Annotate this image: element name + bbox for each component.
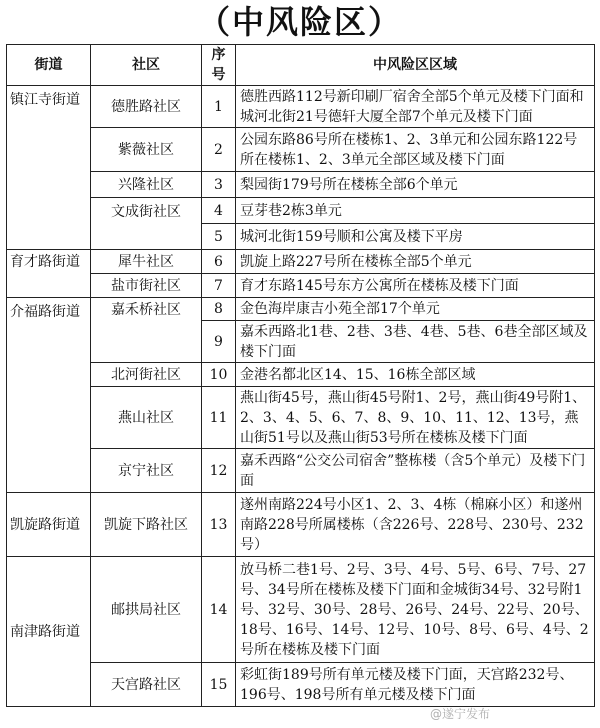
table-row	[7, 449, 595, 493]
community-cell: 北河街社区	[91, 363, 202, 387]
seq-cell: 10	[202, 363, 236, 387]
seq-cell: 11	[202, 387, 236, 449]
table-row	[7, 493, 595, 557]
table-header-row	[7, 45, 595, 86]
seq-cell: 6	[202, 250, 236, 274]
seq-cell: 8	[202, 298, 236, 321]
table-row	[7, 298, 595, 321]
seq-cell: 13	[202, 493, 236, 557]
seq-cell: 12	[202, 449, 236, 493]
street-cell: 凯旋路街道	[7, 493, 91, 557]
table-row	[7, 363, 595, 387]
seq-cell: 2	[202, 128, 236, 172]
watermark: @遂宁发布	[429, 707, 490, 721]
risk-area-table	[6, 44, 595, 707]
table-row	[7, 274, 595, 298]
area-cell: 梨园街179号所在楼栋全部6个单元	[236, 172, 595, 198]
area-cell: 金色海岸康吉小苑全部17个单元	[236, 298, 595, 321]
area-cell: 放马桥二巷1号、2号、3号、4号、5号、6号、7号、27号、34号所在楼栋及楼下门面和金城街34号、32号附1号、32号、30号、28号、26号、24号、22号、20号、18号、16号、14号、12号、10号、8号、6号、4号、2号所在楼栋及楼下门面	[236, 557, 595, 663]
area-cell: 育才东路145号东方公寓所在楼栋及楼下门面	[236, 274, 595, 298]
seq-cell: 3	[202, 172, 236, 198]
community-cell: 文成街社区	[91, 198, 202, 250]
community-cell: 燕山社区	[91, 387, 202, 449]
community-cell: 嘉禾桥社区	[91, 298, 202, 363]
street-cell: 南津路街道	[7, 557, 91, 707]
community-cell: 犀牛社区	[91, 250, 202, 274]
area-cell: 城河北街159号顺和公寓及楼下平房	[236, 224, 595, 250]
community-cell: 邮拱局社区	[91, 557, 202, 663]
community-cell: 紫薇社区	[91, 128, 202, 172]
area-cell: 嘉禾西路“公交公司宿舍”整栋楼（含5个单元）及楼下门面	[236, 449, 595, 493]
street-cell: 育才路街道	[7, 250, 91, 298]
table-row	[7, 387, 595, 449]
seq-cell: 1	[202, 86, 236, 128]
area-cell: 遂州南路224号小区1、2、3、4栋（棉麻小区）和遂州南路228号所属楼栋（含226号、228号、230号、232号）	[236, 493, 595, 557]
area-cell: 凯旋上路227号所在楼栋全部5个单元	[236, 250, 595, 274]
seq-cell: 7	[202, 274, 236, 298]
area-cell: 豆芽巷2栋3单元	[236, 198, 595, 224]
area-cell: 德胜西路112号新印刷厂宿舍全部5个单元及楼下门面和城河北街21号德轩大厦全部7个单元及楼下门面	[236, 86, 595, 128]
seq-cell: 9	[202, 321, 236, 363]
seq-cell: 15	[202, 663, 236, 707]
street-cell: 镇江寺街道	[7, 86, 91, 250]
table-row	[7, 128, 595, 172]
header-community: 社区	[91, 45, 202, 86]
area-cell: 燕山街45号，燕山街45号附1、2号，燕山街49号附1、2、3、4、5、6、7、8、9、10、11、12、13号，燕山街51号以及燕山街53号所在楼栋及楼下门面	[236, 387, 595, 449]
area-cell: 彩虹街189号所有单元楼及楼下门面，天宫路232号、196号、198号所有单元楼及楼下门面	[236, 663, 595, 707]
area-cell: 公园东路86号所在楼栋1、2、3单元和公园东路122号所在楼栋1、2、3单元全部区域及楼下门面	[236, 128, 595, 172]
community-cell: 德胜路社区	[91, 86, 202, 128]
table-row	[7, 663, 595, 707]
page-title: （中风险区）	[197, 3, 402, 41]
table-row	[7, 172, 595, 198]
header-street: 街道	[7, 45, 91, 86]
header-area: 中风险区区域	[236, 45, 595, 86]
table-row	[7, 557, 595, 663]
table-row	[7, 86, 595, 128]
community-cell: 盐市街社区	[91, 274, 202, 298]
community-cell: 京宁社区	[91, 449, 202, 493]
community-cell: 凯旋下路社区	[91, 493, 202, 557]
area-cell: 金港名都北区14、15、16栋全部区域	[236, 363, 595, 387]
seq-cell: 5	[202, 224, 236, 250]
header-seq: 序号	[202, 45, 236, 86]
street-cell: 介福路街道	[7, 298, 91, 493]
table-row	[7, 250, 595, 274]
community-cell: 天宫路社区	[91, 663, 202, 707]
seq-cell: 14	[202, 557, 236, 663]
community-cell: 兴隆社区	[91, 172, 202, 198]
seq-cell: 4	[202, 198, 236, 224]
table-row	[7, 198, 595, 224]
area-cell: 嘉禾西路北1巷、2巷、3巷、4巷、5巷、6巷全部区域及楼下门面	[236, 321, 595, 363]
